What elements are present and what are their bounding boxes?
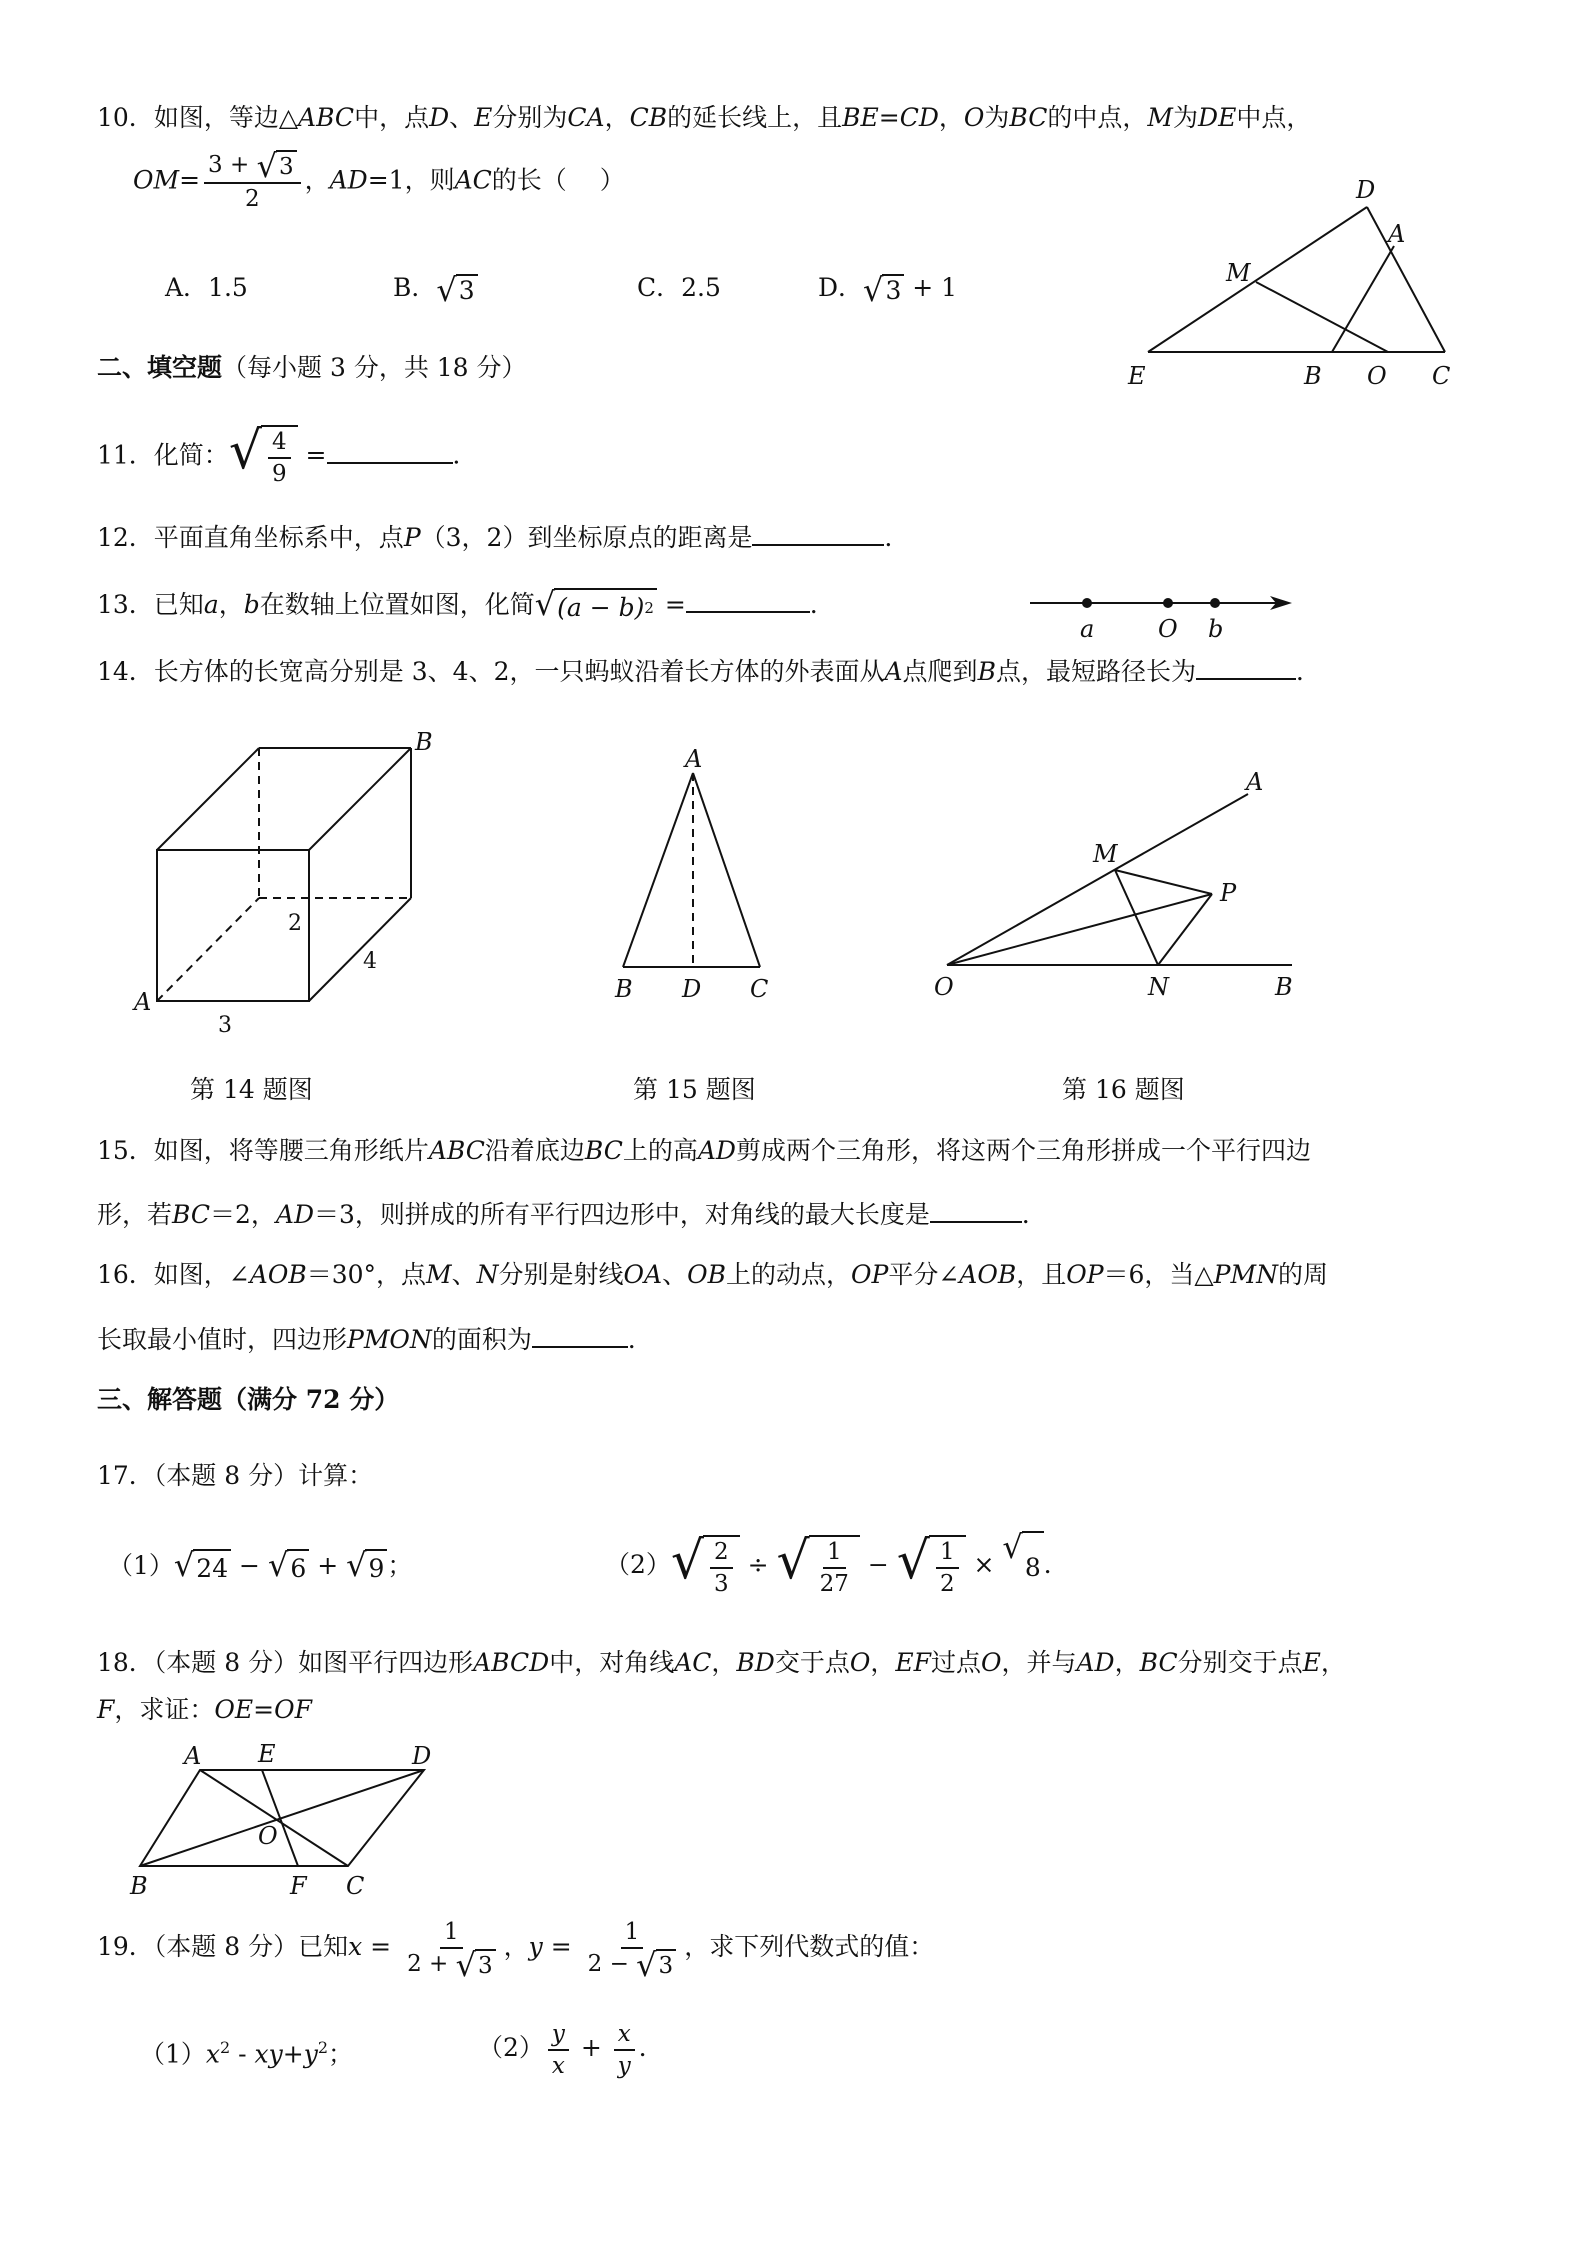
q19-part2: （2） $\frac{y}{x}$ + $\frac{x}{y}$ ． (478, 2020, 664, 2079)
q10-option-c: C．2.5 (637, 273, 721, 302)
q11: 11．化简： √ $\frac{4}{9}$ = ． (97, 421, 478, 487)
q16-line2: 长取最小值时，四边形PMON的面积为 ． (97, 1320, 653, 1358)
q17-part1: （1） √ 24 − √ 6 + √ 9 ； (108, 1548, 412, 1587)
label-C: C (346, 1872, 365, 1900)
fig16-caption: 第 16 题图 (1062, 1075, 1185, 1104)
q15-line1: 15．如图，将等腰三角形纸片ABC沿着底边BC上的高AD剪成两个三角形，将这两个三角形拼成一个平行四边 (97, 1136, 1311, 1165)
q10-line2: OM= 3 + √ 3 2 ，AD=1，则AC的长（ ） (133, 147, 625, 212)
label-A: A (1388, 220, 1406, 248)
fig14-cuboid (130, 730, 450, 1040)
point-b (1210, 598, 1220, 608)
label-M: M (1093, 840, 1118, 868)
om-fraction: 3 + √ 3 2 (204, 150, 301, 214)
label-height: 2 (288, 911, 302, 936)
label-length: 3 (218, 1013, 232, 1038)
segment-OP (947, 894, 1212, 965)
top-left-edge (157, 748, 259, 850)
line-AB (1332, 246, 1394, 352)
fig16-angle (930, 760, 1310, 1010)
q16-line1: 16．如图，∠AOB＝30°，点M、N分别是射线OA、OB上的动点，OP平分∠AOB，且OP＝6，当△PMN的周 (97, 1260, 1328, 1289)
label-M: M (1226, 259, 1251, 287)
fig15-triangle (610, 745, 780, 1005)
q11-answer-blank (327, 436, 453, 464)
label-O: O (258, 1822, 278, 1850)
label-b: b (1208, 615, 1224, 643)
label-B: B (1275, 973, 1293, 1001)
q19-line1: 19．（本题 8 分）已知x = 1 2 + √ 3 ，y = 1 2 − √ 3 ，求下列代数式的值： (97, 1918, 935, 1984)
label-width: 4 (363, 949, 377, 974)
top-right-edge (309, 748, 411, 850)
label-o: O (1158, 615, 1178, 643)
q18-line2: F，求证：OE=OF (97, 1695, 312, 1724)
side-AB (623, 773, 693, 967)
q13: 13．已知a，b在数轴上位置如图，化简 √ (a − b) 2 = ． (97, 585, 835, 626)
label-D: D (1356, 176, 1376, 204)
point-a (1082, 598, 1092, 608)
q10-line1: 10．如图，等边△ABC中，点D、E分别为CA，CB的延长线上，且BE=CD，O为BC的中点，M为DE中点， (97, 103, 1312, 132)
q10-option-a: A．1.5 (165, 273, 248, 302)
segment-EF (262, 1770, 298, 1866)
line-MO (1256, 282, 1388, 352)
fig15-caption: 第 15 题图 (633, 1075, 756, 1104)
label-B: B (1304, 362, 1322, 390)
segment-PN (1158, 894, 1212, 965)
line-DC (1367, 207, 1445, 352)
side-AC (693, 773, 760, 967)
q15-line2: 形，若BC＝2，AD＝3，则拼成的所有平行四边形中，对角线的最大长度是 ． (97, 1195, 1047, 1233)
label-N: N (1148, 973, 1169, 1001)
section3-heading: 三、解答题（满分 72 分） (97, 1385, 400, 1414)
q15-answer-blank (930, 1195, 1022, 1223)
q18-parallelogram (120, 1740, 460, 1900)
diagonal-AC (200, 1770, 348, 1866)
label-C: C (750, 975, 769, 1003)
segment-MP (1115, 870, 1212, 894)
ray-OA (947, 794, 1248, 965)
line-ED (1148, 207, 1367, 352)
label-B: B (415, 728, 433, 756)
q13-number-line (1030, 585, 1300, 645)
label-A: A (1246, 768, 1264, 796)
label-a: a (1080, 615, 1095, 643)
section2-heading: 二、填空题（每小题 3 分，共 18 分） (97, 353, 527, 382)
hidden-diagonal (157, 898, 259, 1001)
q14: 14．长方体的长宽高分别是 3、4、2，一只蚂蚁沿着长方体的外表面从A点爬到B点，最短路径长为 ． (97, 652, 1321, 690)
q17-part2: （2） √ $\frac{2}{3}$ ÷ √ $\frac{1}{27}$ − √ $\frac{1}{2}$ × √ 8 ． (605, 1530, 1069, 1603)
q18-line1: 18．（本题 8 分）如图平行四边形ABCD中，对角线AC，BD交于点O，EF过点O，并与AD，BC分别交于点E， (97, 1648, 1346, 1677)
label-D: D (682, 975, 702, 1003)
label-O: O (934, 973, 954, 1001)
label-E: E (258, 1740, 276, 1768)
q10-option-d: D． √ 3 + 1 (818, 270, 958, 309)
fig14-caption: 第 14 题图 (190, 1075, 313, 1104)
q14-answer-blank (1196, 652, 1296, 680)
label-O: O (1367, 362, 1387, 390)
q10-option-b: B． √ 3 (393, 268, 478, 306)
q19-part1: $(1)x^2 - xy+y^2$； (140, 2038, 354, 2069)
q16-answer-blank (532, 1320, 628, 1348)
label-B: B (130, 1872, 148, 1900)
label-C: C (1432, 362, 1451, 390)
label-P: P (1220, 879, 1237, 907)
label-A: A (184, 1742, 202, 1770)
q12: 12．平面直角坐标系中，点P（3，2）到坐标原点的距离是 ． (97, 518, 910, 556)
bottom-right-edge (309, 898, 411, 1001)
label-A: A (685, 745, 703, 773)
label-A: A (134, 988, 152, 1016)
label-B: B (615, 975, 633, 1003)
point-o (1163, 598, 1173, 608)
diagonal-BD (140, 1770, 424, 1866)
q17-head: 17．（本题 8 分）计算： (97, 1461, 374, 1490)
q13-answer-blank (686, 585, 810, 613)
label-F: F (290, 1872, 307, 1900)
label-E: E (1128, 362, 1146, 390)
label-D: D (412, 1742, 432, 1770)
q12-answer-blank (752, 518, 884, 546)
q10-triangle-figure (1120, 170, 1480, 400)
